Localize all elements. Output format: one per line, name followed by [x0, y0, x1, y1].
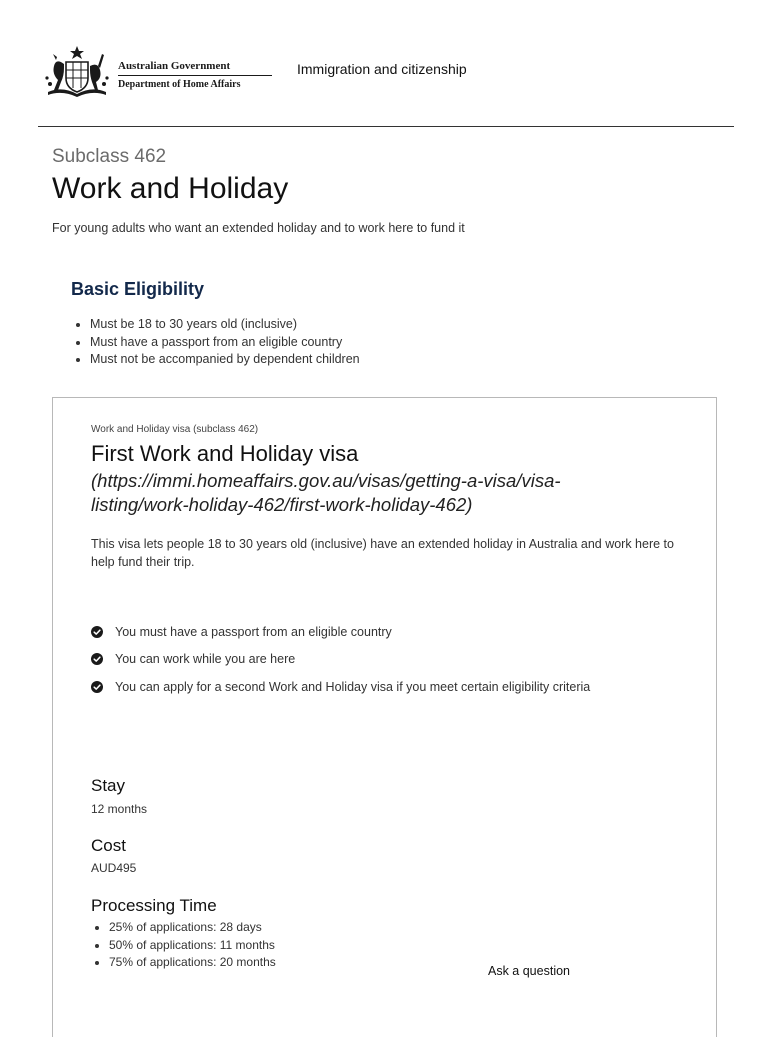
site-header [0, 0, 768, 127]
visa-feature-list [91, 618, 590, 701]
coat-of-arms-icon [42, 44, 112, 98]
cost-heading: Cost [91, 836, 126, 855]
processing-time-heading: Processing Time [91, 896, 217, 915]
visa-feature-item [91, 673, 590, 701]
stay-heading: Stay [91, 776, 126, 795]
ask-question-button[interactable]: Ask a question [488, 964, 570, 978]
visa-kicker: Work and Holiday visa (subclass 462) [91, 424, 259, 435]
check-circle-icon [91, 653, 103, 665]
visa-feature-text: You must have a passport from an eligible country [115, 624, 392, 639]
check-circle-icon [91, 626, 103, 638]
visa-description: This visa lets people 18 to 30 years old (inclusive) have an extended holiday in Australia and work here to help fund their trip. [91, 537, 674, 569]
visa-url-link[interactable]: (https://immi.homeaffairs.gov.au/visas/getting-a-visa/visa-listing/work-holiday-462/first-work-holiday-462) [91, 470, 561, 515]
eligibility-item: • Must be 18 to 30 years old (inclusive) [90, 316, 360, 334]
header-divider [38, 126, 734, 127]
check-circle-icon [91, 681, 103, 693]
visa-feature-text: You can apply for a second Work and Holiday visa if you meet certain eligibility criteria [115, 679, 591, 694]
visa-title[interactable]: First Work and Holiday visa [91, 441, 359, 466]
logo-text [118, 59, 272, 91]
page-intro: For young adults who want an extended holiday and to work here to fund it [52, 221, 465, 235]
government-logo[interactable] [42, 44, 272, 98]
eligibility-item: • Must not be accompanied by dependent children [90, 351, 360, 369]
processing-time-list [91, 919, 276, 972]
visa-feature-item [91, 646, 590, 674]
cost-value: AUD495 [91, 861, 137, 875]
processing-time-item: • 75% of applications: 20 months [109, 954, 276, 972]
visa-feature-item [91, 618, 590, 646]
stay-value: 12 months [91, 802, 148, 816]
processing-time-item: • 50% of applications: 11 months [109, 937, 276, 955]
visa-card [52, 397, 717, 1037]
subclass-label: Subclass 462 [52, 146, 167, 167]
eligibility-heading: Basic Eligibility [71, 279, 205, 299]
immigration-citizenship-link[interactable]: Immigration and citizenship [297, 61, 467, 77]
logo-department-name: Department of Home Affairs [118, 79, 241, 90]
eligibility-item: • Must have a passport from an eligible country [90, 334, 360, 352]
visa-feature-text: You can work while you are here [115, 652, 296, 667]
page-title: Work and Holiday [52, 172, 289, 205]
processing-time-item: • 25% of applications: 28 days [109, 919, 276, 937]
eligibility-list [72, 316, 360, 369]
logo-government-name: Australian Government [118, 59, 272, 76]
